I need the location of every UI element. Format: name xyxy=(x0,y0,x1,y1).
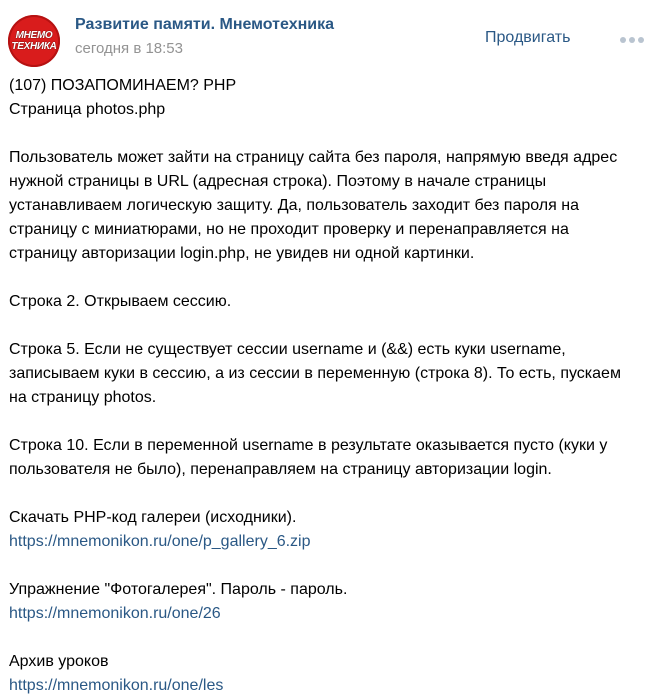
text-line: устанавливаем логическую защиту. Да, пользователь заходит без пароля на xyxy=(9,197,579,214)
text-line: страницу с миниатюрами, но не проходит проверку и перенаправляется на xyxy=(9,221,569,238)
text-line: Строка 10. Если в переменной username в результате оказывается пусто (куки у xyxy=(9,437,608,454)
exercise-link[interactable]: https://mnemonikon.ru/one/26 xyxy=(9,605,221,622)
paragraph-intro xyxy=(9,146,649,266)
text-line: Строка 2. Открываем сессию. xyxy=(9,293,232,310)
text-line: записываем куки в сессию, а из сессии в переменную (строка 8). То есть, пускаем xyxy=(9,365,621,382)
archive-link[interactable]: https://mnemonikon.ru/one/les xyxy=(9,677,224,694)
download-link[interactable]: https://mnemonikon.ru/one/p_gallery_6.zip xyxy=(9,533,311,550)
post-header xyxy=(0,0,658,70)
more-dots-icon[interactable] xyxy=(620,37,644,43)
text-line: страницу авторизации login.php, не увидев ни одной картинки. xyxy=(9,245,475,262)
avatar-logo-line-2: ТЕХНИКА xyxy=(11,41,57,52)
paragraph-line-5 xyxy=(9,338,649,410)
avatar-logo-line-1: МНЕМО xyxy=(15,30,53,41)
text-line: пользователя не было), перенаправляем на страницу авторизации login. xyxy=(9,461,552,478)
archive-text: Архив уроков xyxy=(9,653,109,670)
promote-button[interactable]: Продвигать xyxy=(485,29,571,46)
download-block xyxy=(9,506,649,554)
group-name-link[interactable]: Развитие памяти. Мнемотехника xyxy=(75,16,334,33)
post-title: (107) ПОЗАПОМИНАЕМ? PHP xyxy=(9,77,237,94)
paragraph-line-10 xyxy=(9,434,649,482)
paragraph-line-2 xyxy=(9,290,649,314)
text-line: Пользователь может зайти на страницу сайта без пароля, напрямую введя адрес xyxy=(9,149,618,166)
group-avatar[interactable] xyxy=(8,15,60,67)
post-text xyxy=(9,74,649,698)
post-timestamp[interactable]: сегодня в 18:53 xyxy=(75,40,183,57)
exercise-text: Упражнение "Фотогалерея". Пароль - пароль. xyxy=(9,581,348,598)
text-line: Строка 5. Если не существует сессии username и (&&) есть куки username, xyxy=(9,341,566,358)
exercise-block xyxy=(9,578,649,626)
download-text: Скачать PHP-код галереи (исходники). xyxy=(9,509,297,526)
text-line: на страницу photos. xyxy=(9,389,157,406)
post-subtitle: Страница photos.php xyxy=(9,101,166,118)
post-title-paragraph xyxy=(9,74,649,122)
text-line: нужной страницы в URL (адресная строка). Поэтому в начале страницы xyxy=(9,173,547,190)
